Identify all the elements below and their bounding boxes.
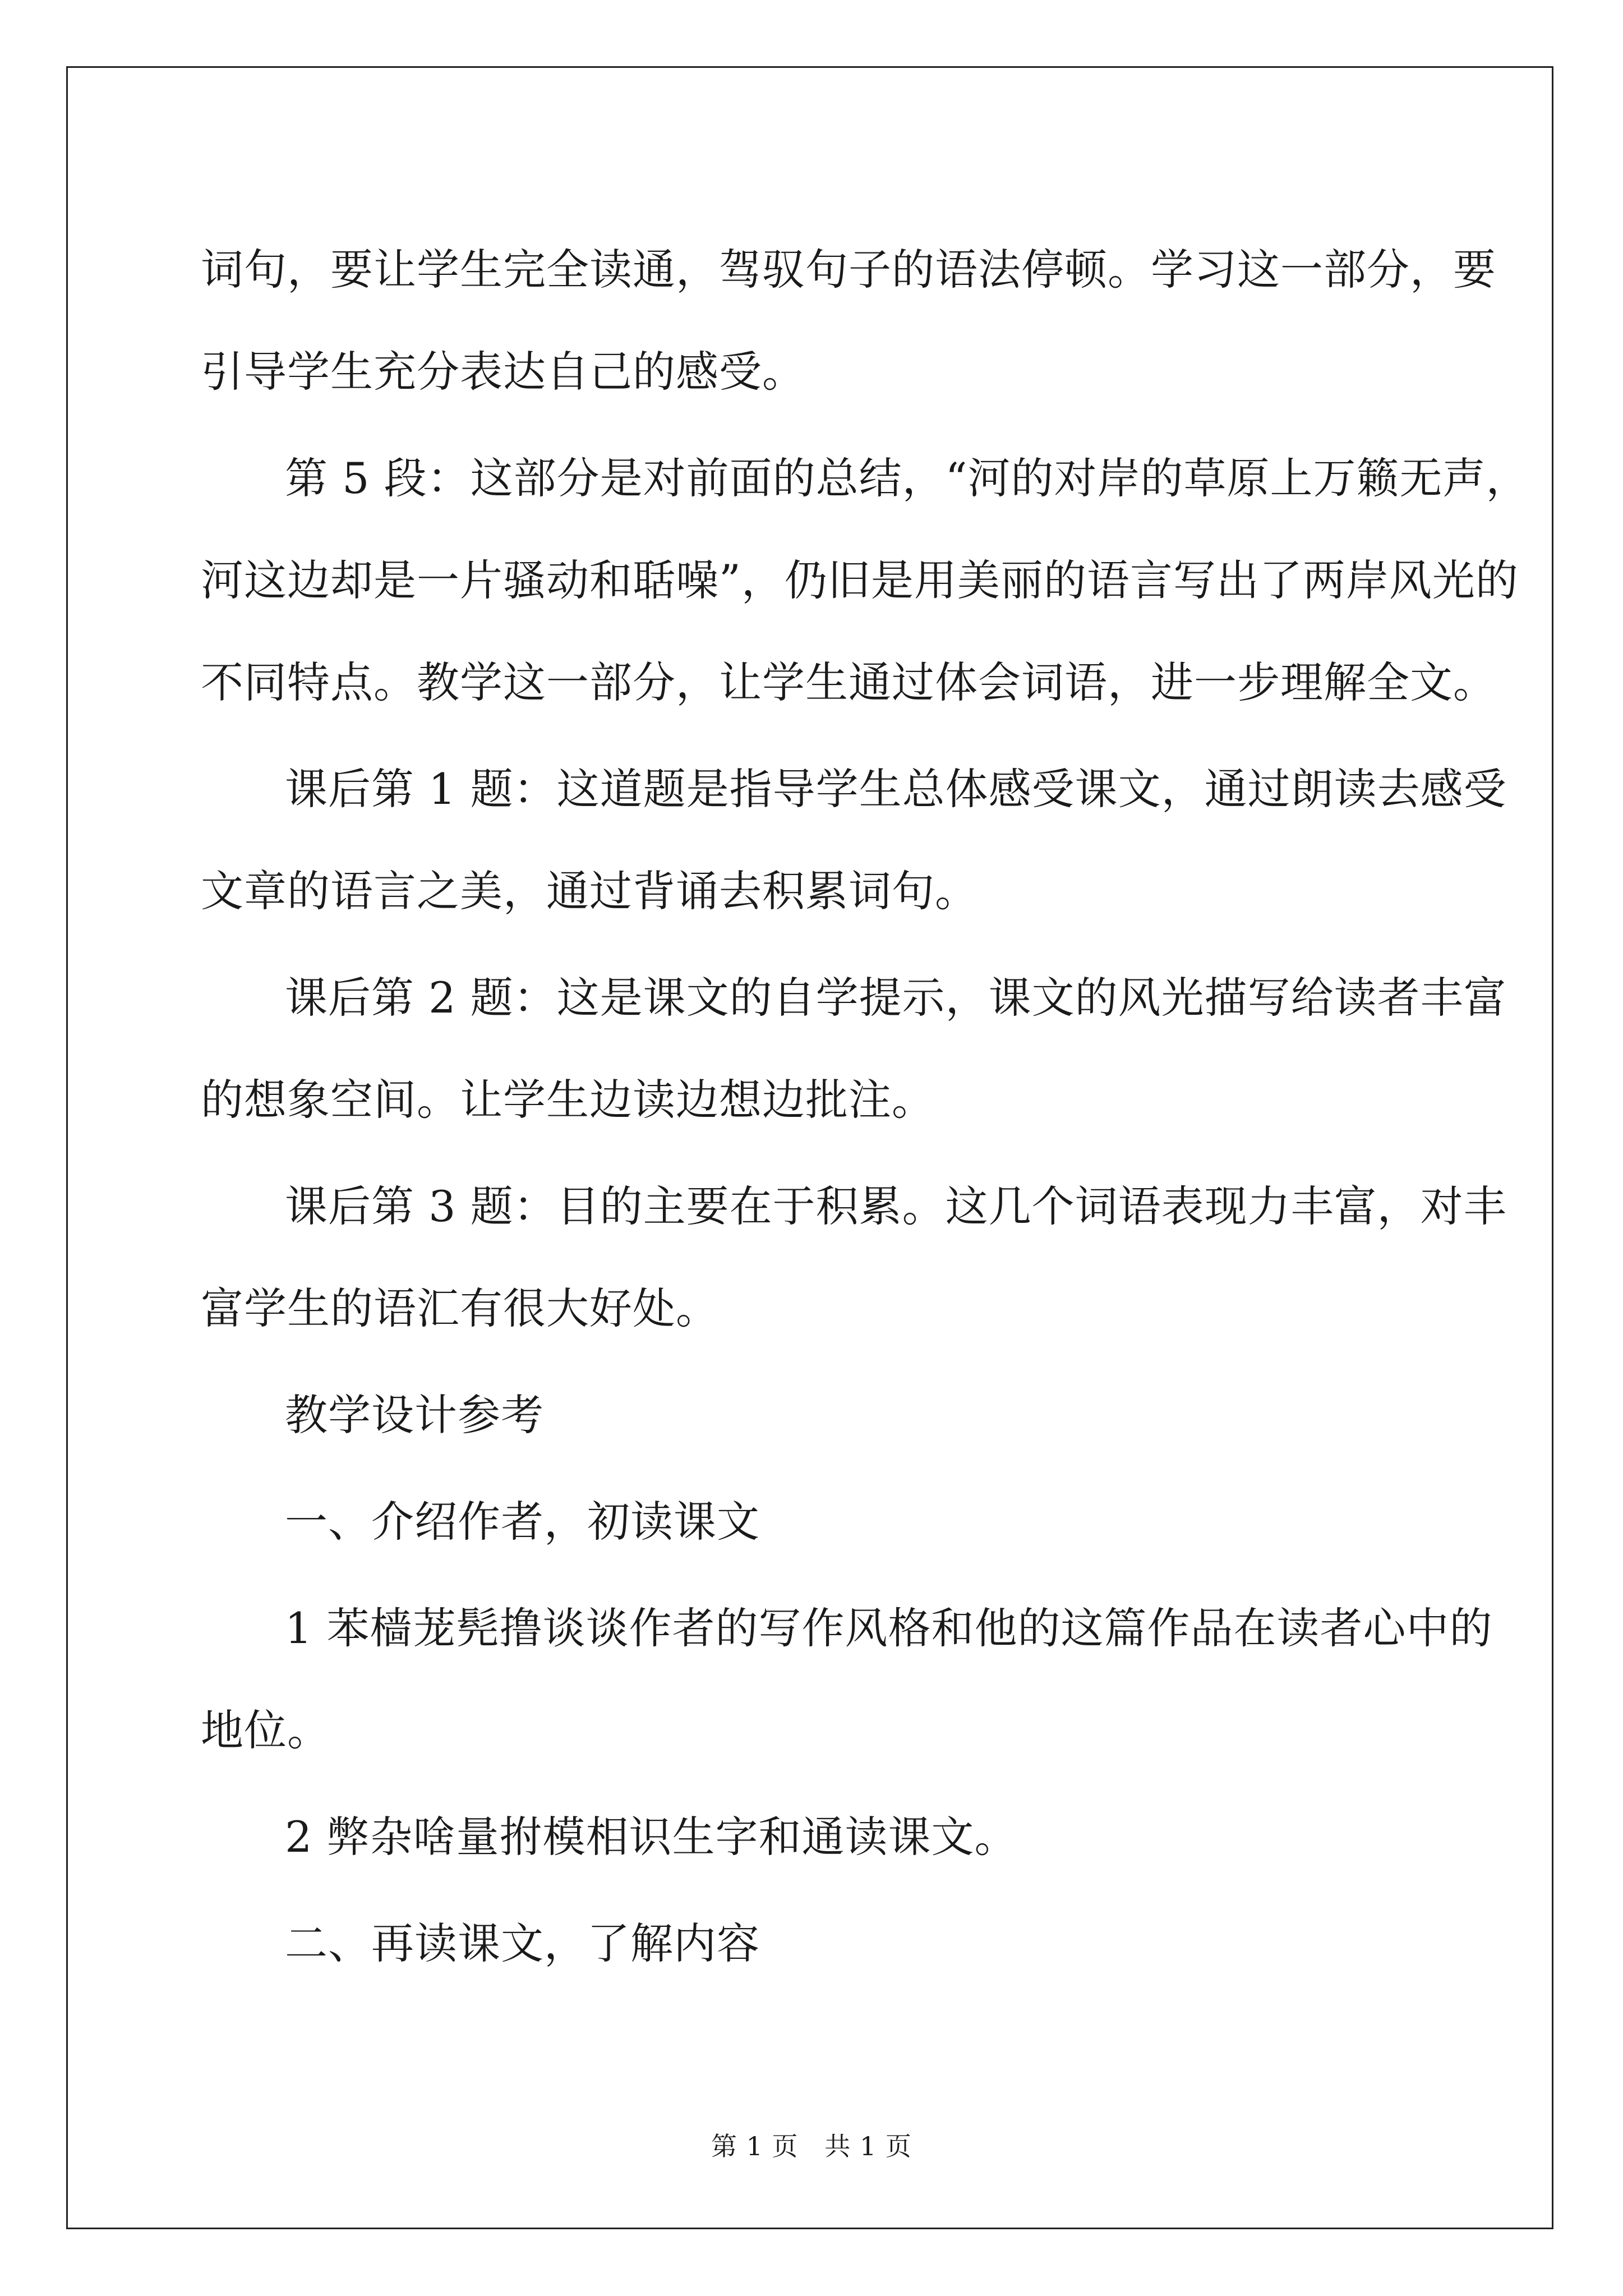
text-line: 课后第 1 题：这道题是指导学生总体感受课文，通过朗读去感受 bbox=[285, 764, 1507, 814]
section-heading: 一、介绍作者，初读课文 bbox=[285, 1497, 760, 1547]
paragraph-1 bbox=[201, 219, 1496, 423]
paragraph-2 bbox=[201, 427, 1529, 734]
paragraph-5 bbox=[201, 1156, 1507, 1360]
text-line: 课后第 2 题：这是课文的自学提示，课文的风光描写给读者丰富 bbox=[285, 973, 1507, 1023]
document-body bbox=[201, 219, 1529, 1999]
text-line: 地位。 bbox=[201, 1705, 330, 1755]
text-line: 词句，要让学生完全读通，驾驭句子的语法停顿。学习这一部分，要 bbox=[201, 245, 1496, 295]
paragraph-4 bbox=[201, 947, 1507, 1151]
text-line: 不同特点。教学这一部分，让学生通过体会词语，进一步理解全文。 bbox=[201, 657, 1496, 707]
text-line: 富学生的语汇有很大好处。 bbox=[201, 1283, 719, 1333]
text-line: 引导学生充分表达自己的感受。 bbox=[201, 347, 805, 397]
text-line: 2 弊杂啥量拊模相识生字和通读课文。 bbox=[285, 1812, 1018, 1862]
paragraph-3 bbox=[201, 738, 1507, 942]
section-heading: 二、再读课文，了解内容 bbox=[285, 1918, 760, 1968]
paragraph-10-heading bbox=[201, 1893, 1435, 1995]
paragraph-8 bbox=[201, 1577, 1493, 1782]
text-line: 课后第 3 题：目的主要在于积累。这几个词语表现力丰富，对丰 bbox=[285, 1181, 1507, 1231]
text-line: 河这边却是一片骚动和聒噪”，仍旧是用美丽的语言写出了两岸风光的 bbox=[201, 555, 1519, 605]
page-footer: 第 1 页 共 1 页 bbox=[711, 2131, 912, 2161]
paragraph-7-heading bbox=[201, 1471, 1435, 1573]
text-line: 的想象空间。让学生边读边想边批注。 bbox=[201, 1075, 935, 1125]
text-line: 文章的语言之美，通过背诵去积累词句。 bbox=[201, 866, 978, 916]
paragraph-9 bbox=[201, 1786, 1435, 1888]
section-heading: 教学设计参考 bbox=[285, 1390, 544, 1440]
paragraph-6-heading bbox=[201, 1364, 1435, 1466]
text-line: 1 苯樯茏髡撸谈谈作者的写作风格和他的这篇作品在读者心中的 bbox=[285, 1603, 1493, 1653]
text-line: 第 5 段：这部分是对前面的总结，“河的对岸的草原上万籁无声， bbox=[285, 453, 1529, 503]
